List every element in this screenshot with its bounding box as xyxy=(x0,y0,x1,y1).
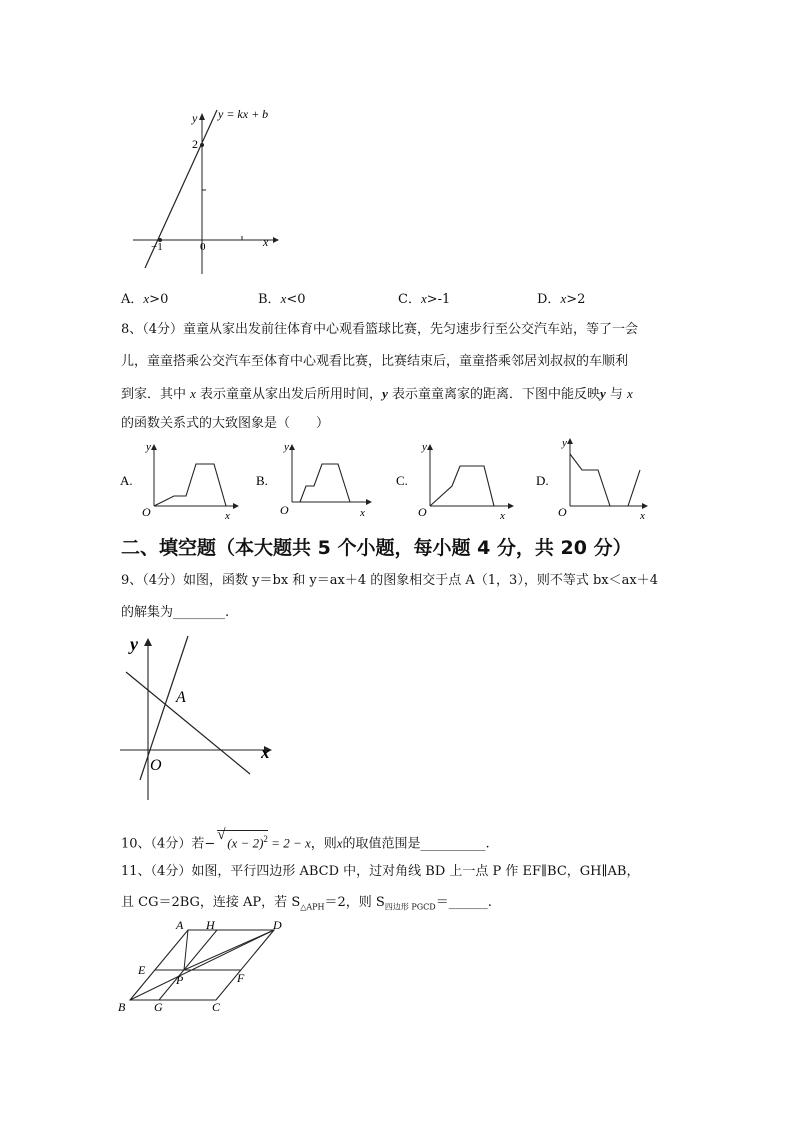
svg-text:x: x xyxy=(225,510,230,522)
svg-text:C: C xyxy=(212,1000,221,1014)
origin-label: O xyxy=(150,757,162,774)
svg-text:O: O xyxy=(142,505,151,519)
x-tick-neg1: −1 xyxy=(151,241,163,253)
q11-parallelogram xyxy=(116,920,296,1020)
q8-line-1: 8、（4分）童童从家出发前往体育中心观看篮球比赛，先匀速步行至公交汽车站，等了一会 xyxy=(121,322,639,337)
svg-text:A: A xyxy=(176,920,184,932)
y-axis-label: y xyxy=(192,111,198,125)
svg-text:y: y xyxy=(562,437,567,449)
section-heading: 二、填空题（本大题共 5 个小题，每小题 4 分，共 20 分） xyxy=(121,537,632,559)
svg-text:x: x xyxy=(360,507,365,519)
svg-text:G: G xyxy=(154,1000,163,1014)
svg-text:B.: B. xyxy=(256,473,268,488)
svg-text:E: E xyxy=(138,963,146,977)
svg-text:B: B xyxy=(118,1000,126,1014)
q8-choice-d[interactable] xyxy=(536,437,648,522)
svg-text:C.: C. xyxy=(396,473,408,488)
y-tick-2: 2 xyxy=(192,137,198,151)
segment-pd xyxy=(184,930,274,970)
q7-option-a[interactable]: A．x>0 xyxy=(121,291,169,307)
q7-linear-graph xyxy=(125,100,295,280)
segment-ap xyxy=(184,930,188,970)
svg-text:y: y xyxy=(422,441,427,453)
svg-text:F: F xyxy=(237,971,245,985)
q10-sqrt: √ $(x - 2)^2$ xyxy=(217,827,268,851)
q9-graph xyxy=(118,632,288,804)
svg-text:y: y xyxy=(130,634,138,654)
svg-text:H: H xyxy=(206,920,215,932)
svg-text:y: y xyxy=(284,441,289,453)
q10-line: 10、（4分）若− √ $(x - 2)^2 = 2 - x$，则x的取值范围是__________. xyxy=(121,827,490,852)
diagonal-bd xyxy=(130,930,274,1000)
q8-choice-graphs xyxy=(118,436,658,526)
q8-line-2: 儿，童童搭乘公交汽车至体育中心观看比赛，比赛结束后，童童搭乘邻居刘叔叔的车顺利 xyxy=(121,354,629,369)
svg-text:x: x xyxy=(261,743,270,762)
q8-choice-c[interactable] xyxy=(396,441,514,522)
q8-line-3: 到家．其中 x 表示童童从家出发后所用时间，y 表示童童离家的距离．下图中能反映y 与 x xyxy=(121,386,633,402)
point-a-label: A xyxy=(176,689,186,706)
q9-line-1: 9、（4分）如图，函数 y＝bx 和 y＝ax＋4 的图象相交于点 A（1，3），则不等式 bx＜ax＋4 xyxy=(121,573,658,588)
svg-text:O: O xyxy=(558,505,567,519)
line-y-ax4 xyxy=(126,672,250,774)
svg-text:O: O xyxy=(280,503,289,517)
q8-line-4: 的函数关系式的大致图象是（ ） xyxy=(121,416,330,431)
q7-option-b[interactable]: B．x<0 xyxy=(258,291,306,307)
line-y-bx xyxy=(140,636,188,780)
q7-option-d[interactable]: D．x>2 xyxy=(537,291,586,307)
q9-line-2: 的解集为________. xyxy=(121,605,230,620)
segment-gh xyxy=(159,930,217,1000)
svg-text:x: x xyxy=(500,510,505,522)
q7-option-c[interactable]: C．x>-1 xyxy=(398,291,451,307)
graph-equation: y = kx + b xyxy=(218,107,269,121)
svg-text:D: D xyxy=(273,920,282,932)
q11-line-2: 且 CG＝2BG，连接 AP，若 $S_{\triangle APH}=2$，则 $S_{四边形 PGCD}=\_\_\_\_\_\_$. xyxy=(121,895,492,912)
x-axis-label: x xyxy=(263,235,269,249)
svg-text:y: y xyxy=(146,441,151,453)
svg-text:x: x xyxy=(640,510,645,522)
origin-label: 0 xyxy=(200,241,206,253)
svg-text:P: P xyxy=(176,973,184,987)
svg-text:A.: A. xyxy=(120,473,133,488)
q8-choice-b[interactable] xyxy=(256,441,372,519)
q8-choice-a[interactable] xyxy=(120,441,239,522)
svg-text:D.: D. xyxy=(536,473,549,488)
point-intercept-y xyxy=(200,143,204,147)
svg-text:O: O xyxy=(418,505,427,519)
q11-line-1: 11、（4分）如图，平行四边形 ABCD 中，过对角线 BD 上一点 P 作 EF∥BC，GH∥AB， xyxy=(121,864,640,879)
